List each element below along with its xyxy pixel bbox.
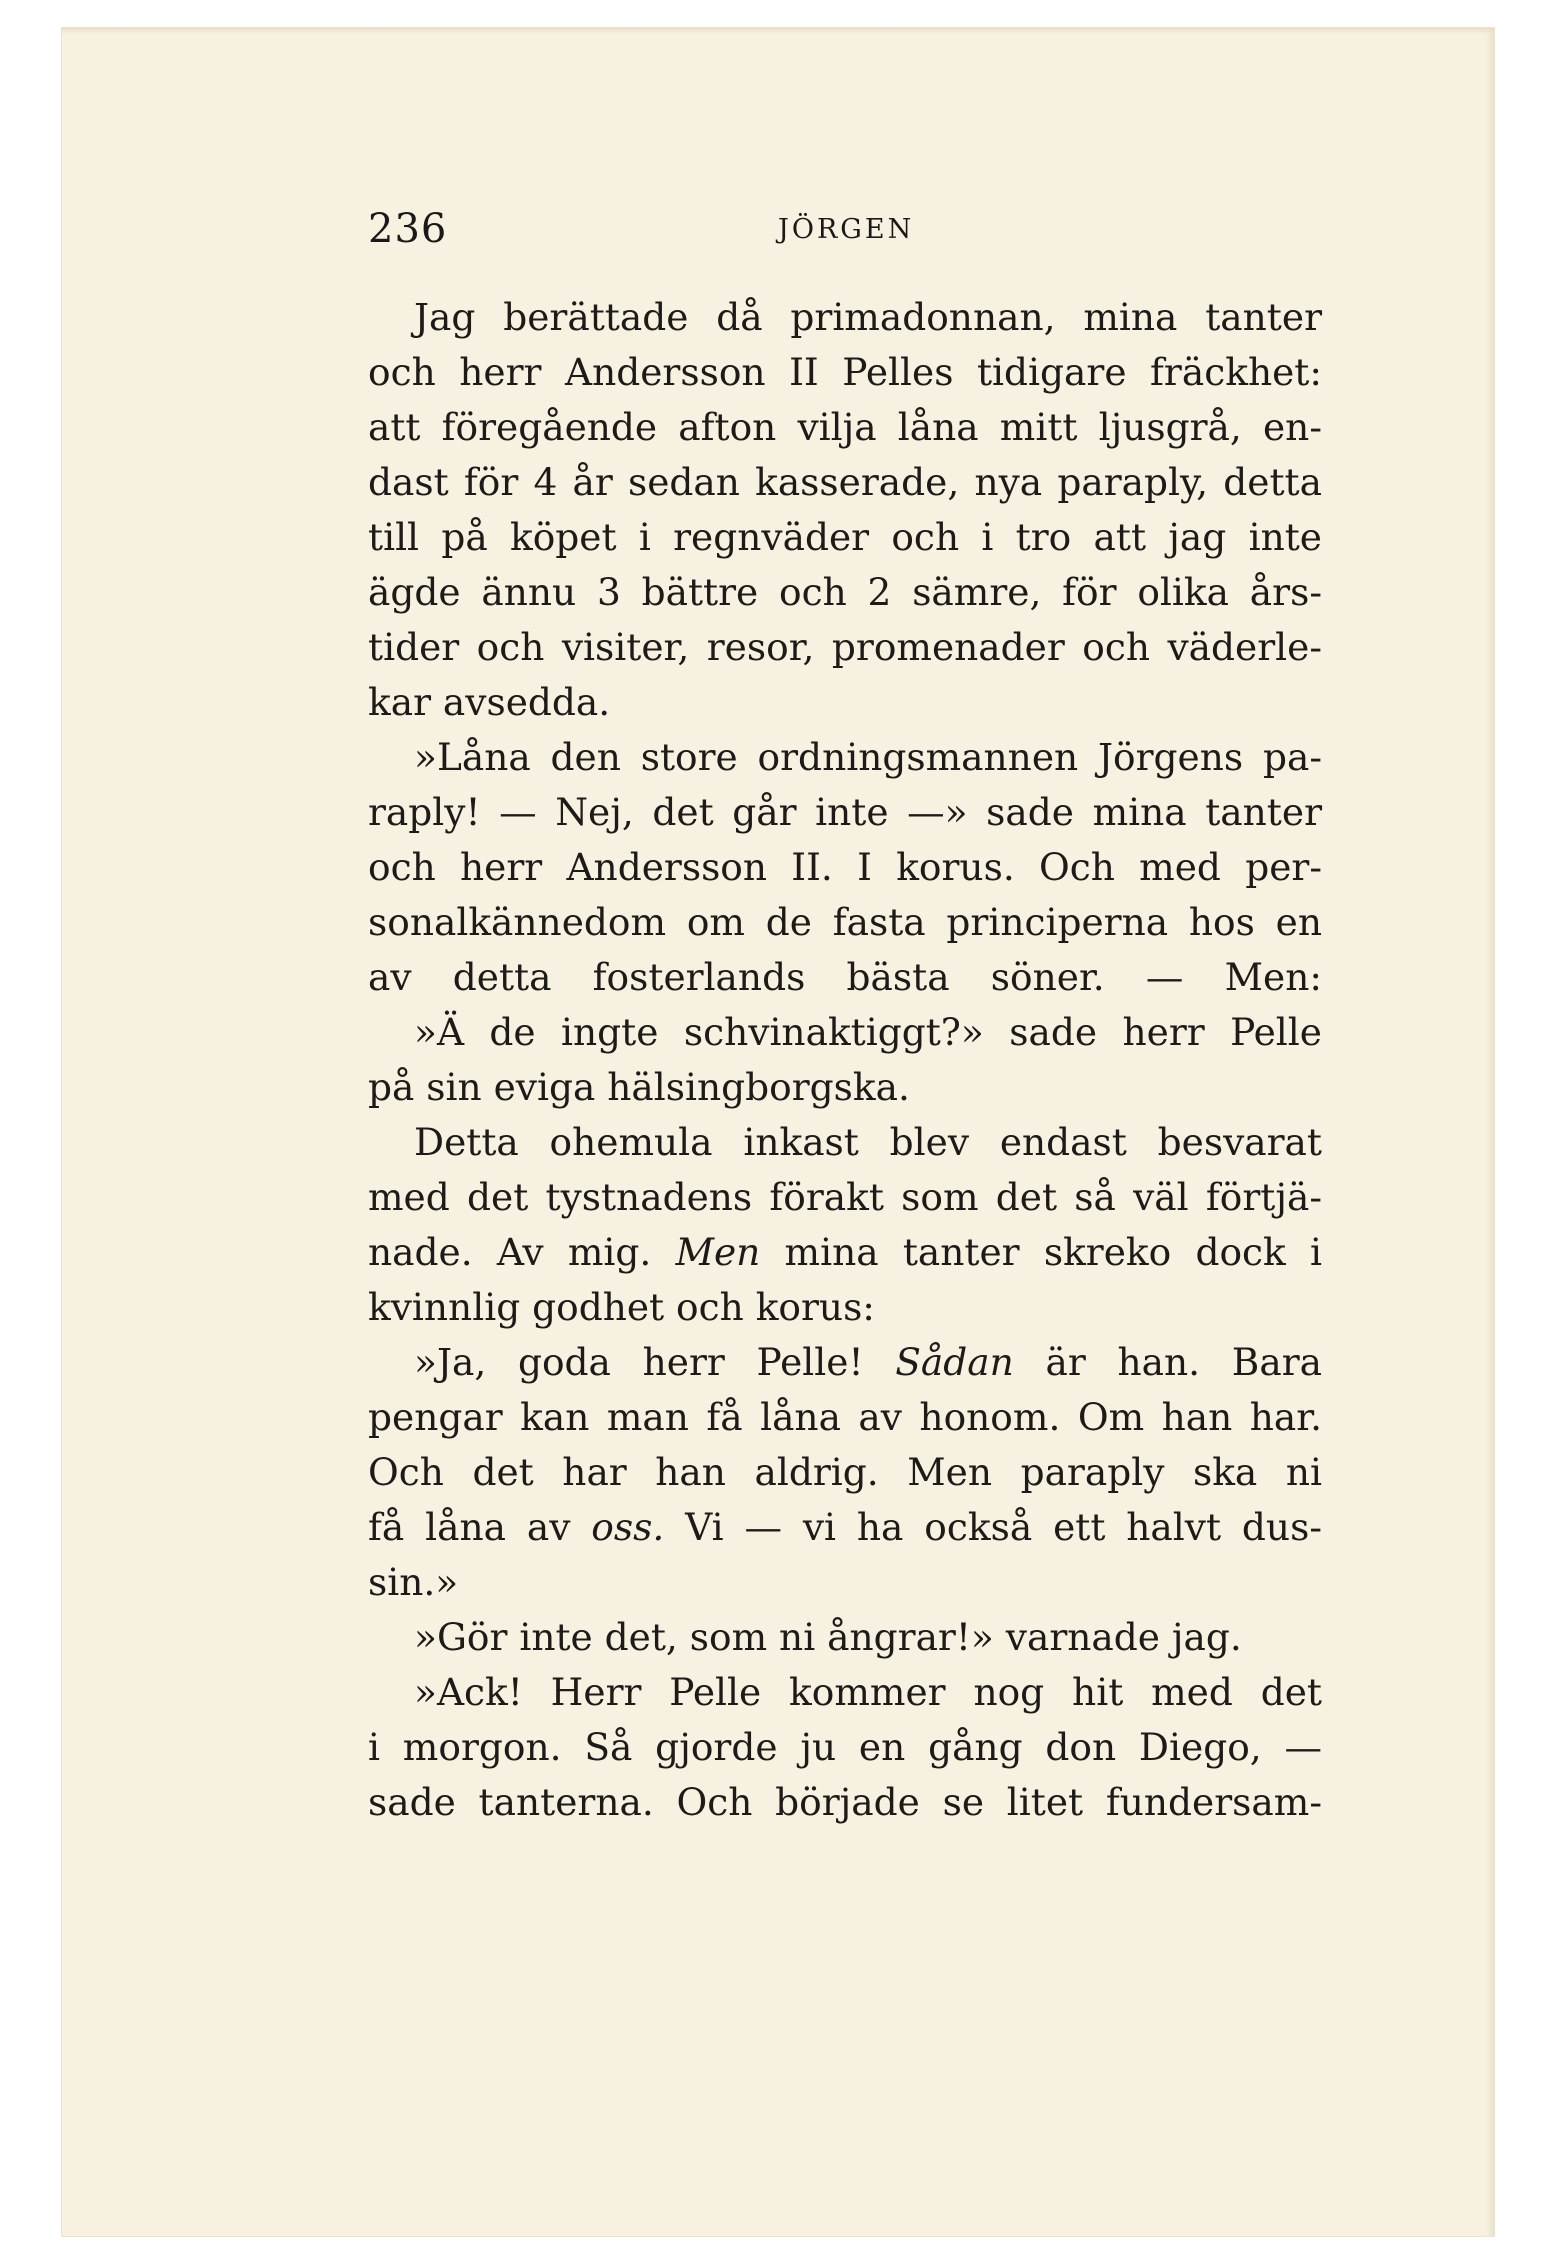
text-line: »Låna den store ordningsmannen Jörgens pa- xyxy=(414,735,1322,779)
text-line: kvinnlig godhet och korus: xyxy=(368,1285,875,1329)
text-line: av detta fosterlands bästa söner. — Men: xyxy=(368,955,1322,999)
text-line: Jag berättade då primadonnan, mina tanter xyxy=(414,295,1322,339)
text-line: raply! — Nej, det går inte —» sade mina tanter xyxy=(368,790,1322,834)
running-head xyxy=(368,206,1308,266)
running-title: JÖRGEN xyxy=(778,214,915,245)
italic-emphasis: Sådan xyxy=(895,1340,1014,1384)
text-run: Vi — vi ha också ett halvt dus- xyxy=(664,1505,1322,1549)
text-line: ägde ännu 3 bättre och 2 sämre, för olika års- xyxy=(368,570,1322,614)
text-line: att föregående afton vilja låna mitt ljusgrå, en- xyxy=(368,405,1322,449)
text-line: på sin eviga hälsingborgska. xyxy=(368,1065,910,1109)
text-line: »Gör inte det, som ni ångrar!» varnade jag. xyxy=(414,1615,1242,1659)
text-line: sin.» xyxy=(368,1560,459,1604)
text-run: är han. Bara xyxy=(1013,1340,1322,1384)
body-text xyxy=(368,290,1322,1830)
page-edge-top xyxy=(62,28,1494,34)
text-line: dast för 4 år sedan kasserade, nya paraply, detta xyxy=(368,460,1322,504)
text-line: och herr Andersson II. I korus. Och med per- xyxy=(368,845,1322,889)
text-run: få låna av xyxy=(368,1505,592,1549)
text-line xyxy=(368,1225,1322,1280)
text-run: mina tanter skreko dock i xyxy=(760,1230,1322,1274)
text-line: sade tanterna. Och började se litet fundersam- xyxy=(368,1780,1322,1824)
text-line: tider och visiter, resor, promenader och väderle- xyxy=(368,625,1322,669)
page-edge-right xyxy=(1486,28,1494,2236)
text-line xyxy=(368,1335,1322,1390)
text-line: »Ack! Herr Pelle kommer nog hit med det xyxy=(414,1670,1322,1714)
text-line: kar avsedda. xyxy=(368,680,611,724)
text-line: och herr Andersson II Pelles tidigare fräckhet: xyxy=(368,350,1322,394)
text-line: till på köpet i regnväder och i tro att jag inte xyxy=(368,515,1322,559)
text-line: »Ä de ingte schvinaktiggt?» sade herr Pelle xyxy=(414,1010,1322,1054)
italic-emphasis: Men xyxy=(675,1230,761,1274)
text-line: med det tystnadens förakt som det så väl förtjä- xyxy=(368,1175,1322,1219)
text-line: Och det har han aldrig. Men paraply ska ni xyxy=(368,1450,1322,1494)
italic-emphasis: oss. xyxy=(591,1505,665,1549)
text-line: pengar kan man få låna av honom. Om han har. xyxy=(368,1395,1322,1439)
text-line: Detta ohemula inkast blev endast besvarat xyxy=(414,1120,1322,1164)
text-line xyxy=(368,1500,1322,1555)
text-line: sonalkännedom om de fasta principerna hos en xyxy=(368,900,1322,944)
text-line: i morgon. Så gjorde ju en gång don Diego, — xyxy=(368,1725,1322,1769)
page-number: 236 xyxy=(368,206,448,252)
text-run: »Ja, goda herr Pelle! xyxy=(414,1340,896,1384)
text-run: nade. Av mig. xyxy=(368,1230,676,1274)
